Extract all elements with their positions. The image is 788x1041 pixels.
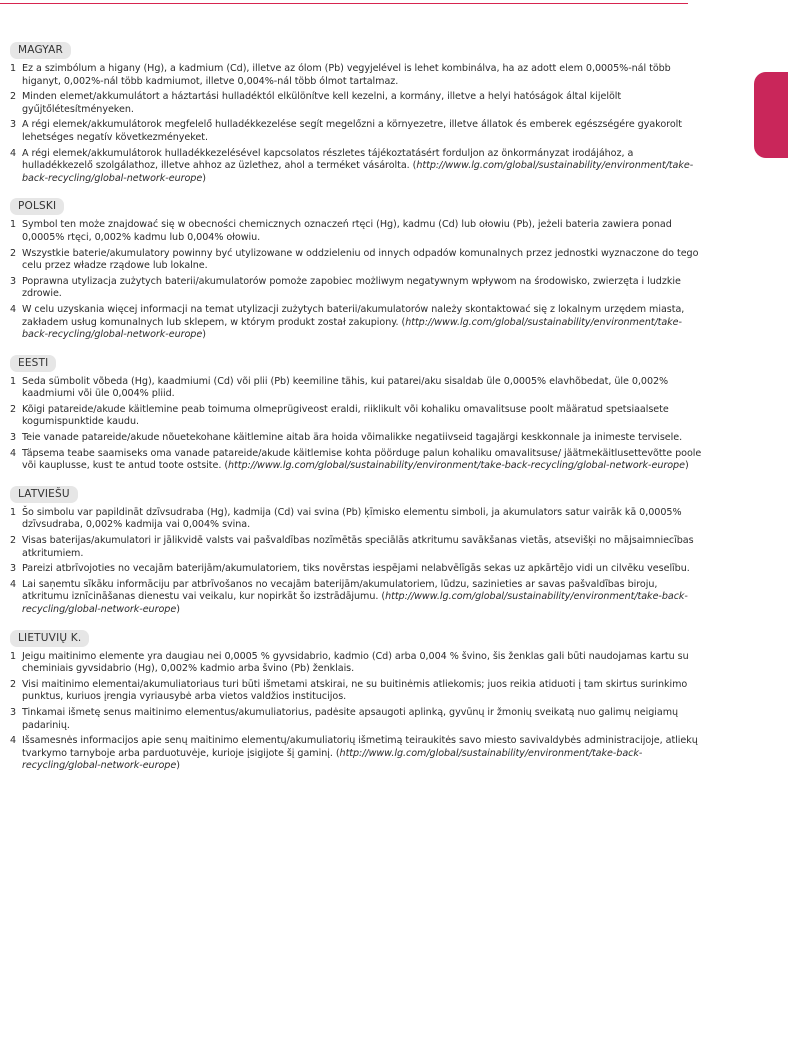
item-number: 3 (10, 275, 17, 287)
item-number: 4 (10, 735, 17, 747)
list-item (10, 304, 702, 342)
item-text: Visas baterijas/akumulatori ir jālikvidē valsts vai pašvaldības nozīmētās speciālās atkritumu savākšanas vietās, atsevišķi no mājsaimniecības atkritumiem. (22, 535, 694, 559)
item-number: 1 (10, 219, 17, 231)
list-item (10, 219, 702, 244)
list-item (10, 404, 702, 429)
item-text: Teie vanade patareide/akude nõuetekohane käitlemine aitab ära hoida võimalikke negatiivseid tagajärgi keskkonnale ja inimeste tervisele. (22, 432, 683, 444)
item-number: 2 (10, 91, 17, 103)
item-text: Išsamesnės informacijos apie senų maitinimo elementų/akumuliatorių išmetimą teiraukitės savo miesto savivaldybės administracijoje, atliekų tvarkymo tarnyboje arba parduotuvėje, kurioje įsigijote šį gaminį. ( (22, 735, 698, 759)
top-divider (0, 3, 688, 4)
list-item (10, 448, 702, 473)
item-text: Kõigi patareide/akude käitlemine peab toimuma olmeprügiveost eraldi, riiklikult või kohaliku omavalitsuse poolt määratud spetsiaalsete kogumispunktide kaudu. (22, 403, 669, 428)
item-number: 4 (10, 147, 17, 159)
item-number: 4 (10, 578, 17, 590)
document-body (10, 38, 702, 782)
list-item (10, 248, 702, 273)
item-text-tail: ) (202, 329, 206, 341)
section-polski (10, 194, 702, 341)
item-number: 1 (10, 375, 17, 387)
item-text: Seda sümbolit võbeda (Hg), kaadmiumi (Cd) või plii (Pb) keemiline tähis, kui patarei/aku sisaldab üle 0,0005% elavhõbedat, üle 0,002% kaadmiumi või üle 0,004% pliid. (22, 375, 669, 400)
recycling-link[interactable]: http://www.lg.com/global/sustainability/environment/take-back-recycling/global-network-europe (22, 747, 643, 772)
recycling-link[interactable]: http://www.lg.com/global/sustainability/environment/take-back-recycling/global-network-europe (22, 591, 688, 615)
list-item (10, 119, 702, 144)
item-text: Wszystkie baterie/akumulatory powinny być utylizowane w oddzieleniu od innych odpadów komunalnych przez jednostki wyznaczone do tego celu przez władze rządowe lub lokalne. (22, 247, 699, 272)
item-text: Pareizi atbrīvojoties no vecajām baterijām/akumulatoriem, tiks novērstas iespējami nelabvēlīgās sekas uz apkārtējo vidi un cilvēku veselību. (22, 563, 690, 575)
item-text: Visi maitinimo elementai/akumuliatoriaus turi būti išmetami atskirai, ne su buitinėmis atliekomis; juos reikia atiduoti į tam skirtus surinkimo punktus, kuriuos įrengia vyriausybė arba vietos valdžios institucijos. (22, 678, 688, 703)
section-latviesu (10, 482, 702, 617)
list-item (10, 63, 702, 88)
item-number: 1 (10, 650, 17, 662)
item-text: Tinkamai išmetę senus maitinimo elementus/akumuliatorius, padėsite apsaugoti aplinką, gyvūnų ir žmonių sveikatą nuo galimų neigiamų padarinių. (22, 706, 679, 731)
recycling-link[interactable]: http://www.lg.com/global/sustainability/environment/take-back-recycling/global-network-europe (22, 316, 682, 341)
section-eesti (10, 351, 702, 473)
item-number: 2 (10, 535, 17, 547)
item-text: Täpsema teabe saamiseks oma vanade patareide/akude käitlemise kohta pöörduge palun kohaliku omavalitsuse/ jäätmekäitlusettevõtte poole või kauplusse, kust te antud toote ostsite. ( (22, 447, 702, 472)
recycling-link[interactable]: http://www.lg.com/global/sustainability/environment/take-back-recycling/global-network-europe (228, 460, 685, 472)
item-text: Jeigu maitinimo elemente yra daugiau nei 0,0005 % gyvsidabrio, kadmio (Cd) arba 0,004 % švino, šis ženklas gali būti naudojamas kartu su cheminiais gyvsidabrio (Hg), 0,002% kadmio arba švino (Pb) ženklais. (22, 650, 689, 675)
list-item (10, 148, 702, 186)
section-heading: EESTI (10, 355, 56, 372)
item-text-tail: ) (202, 172, 206, 184)
item-text: W celu uzyskania więcej informacji na temat utylizacji zużytych baterii/akumulatorów należy skontaktować się z lokalnym urzędem miasta, zakładem usług komunalnych lub sklepem, w którym produkt został zakupiony. ( (22, 303, 685, 328)
item-text: Ez a szimbólum a higany (Hg), a kadmium (Cd), illetve az ólom (Pb) vegyjelével is lehet kombinálva, ha az adott elem 0,0005%-nál több higanyt, 0,002%-nál több kadmiumot, illetve 0,004%-nál több ólmot tartalmaz. (22, 63, 671, 87)
item-text: Minden elemet/akkumulátort a háztartási hulladéktól elkülönítve kell kezelni, a kormány, illetve a helyi hatóságok által kijelölt gyűjtőlétesítményeken. (22, 91, 622, 115)
item-number: 1 (10, 63, 17, 74)
item-text-tail: ) (176, 604, 180, 615)
list-item (10, 535, 702, 560)
item-number: 1 (10, 506, 17, 518)
list-item (10, 563, 702, 576)
language-section-tab (754, 72, 788, 158)
item-list (10, 219, 702, 341)
item-text: Symbol ten może znajdować się w obecności chemicznych oznaczeń rtęci (Hg), kadmu (Cd) lub ołowiu (Pb), jeżeli bateria zawiera ponad 0,0005% rtęci, 0,002% kadmu lub 0,004% ołowiu. (22, 219, 672, 243)
item-number: 3 (10, 119, 17, 131)
list-item (10, 376, 702, 401)
list-item (10, 276, 702, 301)
item-number: 2 (10, 403, 17, 415)
list-item (10, 91, 702, 116)
item-list (10, 63, 702, 185)
section-lietuviu (10, 626, 702, 773)
recycling-link[interactable]: http://www.lg.com/global/sustainability/environment/take-back-recycling/global-network-europe (22, 160, 694, 184)
item-text: Poprawna utylizacja zużytych baterii/akumulatorów pomoże zapobiec możliwym negatywnym wpływom na środowisko, zwierzęta i ludzkie zdrowie. (22, 275, 681, 300)
item-number: 3 (10, 432, 17, 444)
section-heading: POLSKI (10, 198, 64, 215)
section-magyar (10, 38, 702, 185)
item-number: 2 (10, 678, 17, 690)
item-list (10, 376, 702, 473)
item-text-tail: ) (176, 760, 180, 772)
list-item (10, 707, 702, 732)
section-heading: MAGYAR (10, 42, 71, 59)
item-number: 3 (10, 563, 17, 575)
item-text: A régi elemek/akkumulátorok megfelelő hulladékkezelése segít megelőzni a környezetre, illetve állatok és emberek egészségére gyakorolt lehetséges negatív következményeket. (22, 119, 682, 143)
item-text: A régi elemek/akkumulátorok hulladékkezelésével kapcsolatos részletes tájékoztatásért forduljon az önkormányzat irodájához, a hulladékkezelő szolgálathoz, illetve ahhoz az üzlethez, ahol a terméket vásárolta. ( (22, 147, 634, 172)
item-list (10, 507, 702, 617)
list-item (10, 651, 702, 676)
list-item (10, 432, 702, 445)
item-text: Šo simbolu var papildināt dzīvsudraba (Hg), kadmija (Cd) vai svina (Pb) ķīmisko elementu simboli, ja akumulators satur vairāk kā 0,0005% dzīvsudraba, 0,002% kadmija vai 0,004% svina. (22, 506, 682, 531)
list-item (10, 507, 702, 532)
item-number: 2 (10, 247, 17, 259)
item-number: 4 (10, 447, 17, 459)
item-text: Lai saņemtu sīkāku informāciju par atbrīvošanos no vecajām baterijām/akumulatoriem, lūdzu, sazinieties ar savas pašvaldības biroju, atkritumu iznīcināšanas dienestu vai veikalu, kur nopirkāt šo izstrādājumu. ( (22, 578, 658, 603)
item-number: 3 (10, 706, 17, 718)
item-text-tail: ) (684, 460, 689, 472)
item-number: 4 (10, 303, 17, 315)
section-heading: LATVIEŠU (10, 486, 78, 503)
list-item (10, 679, 702, 704)
item-list (10, 651, 702, 773)
section-heading: LIETUVIŲ K. (10, 630, 89, 647)
list-item (10, 735, 702, 773)
list-item (10, 579, 702, 617)
